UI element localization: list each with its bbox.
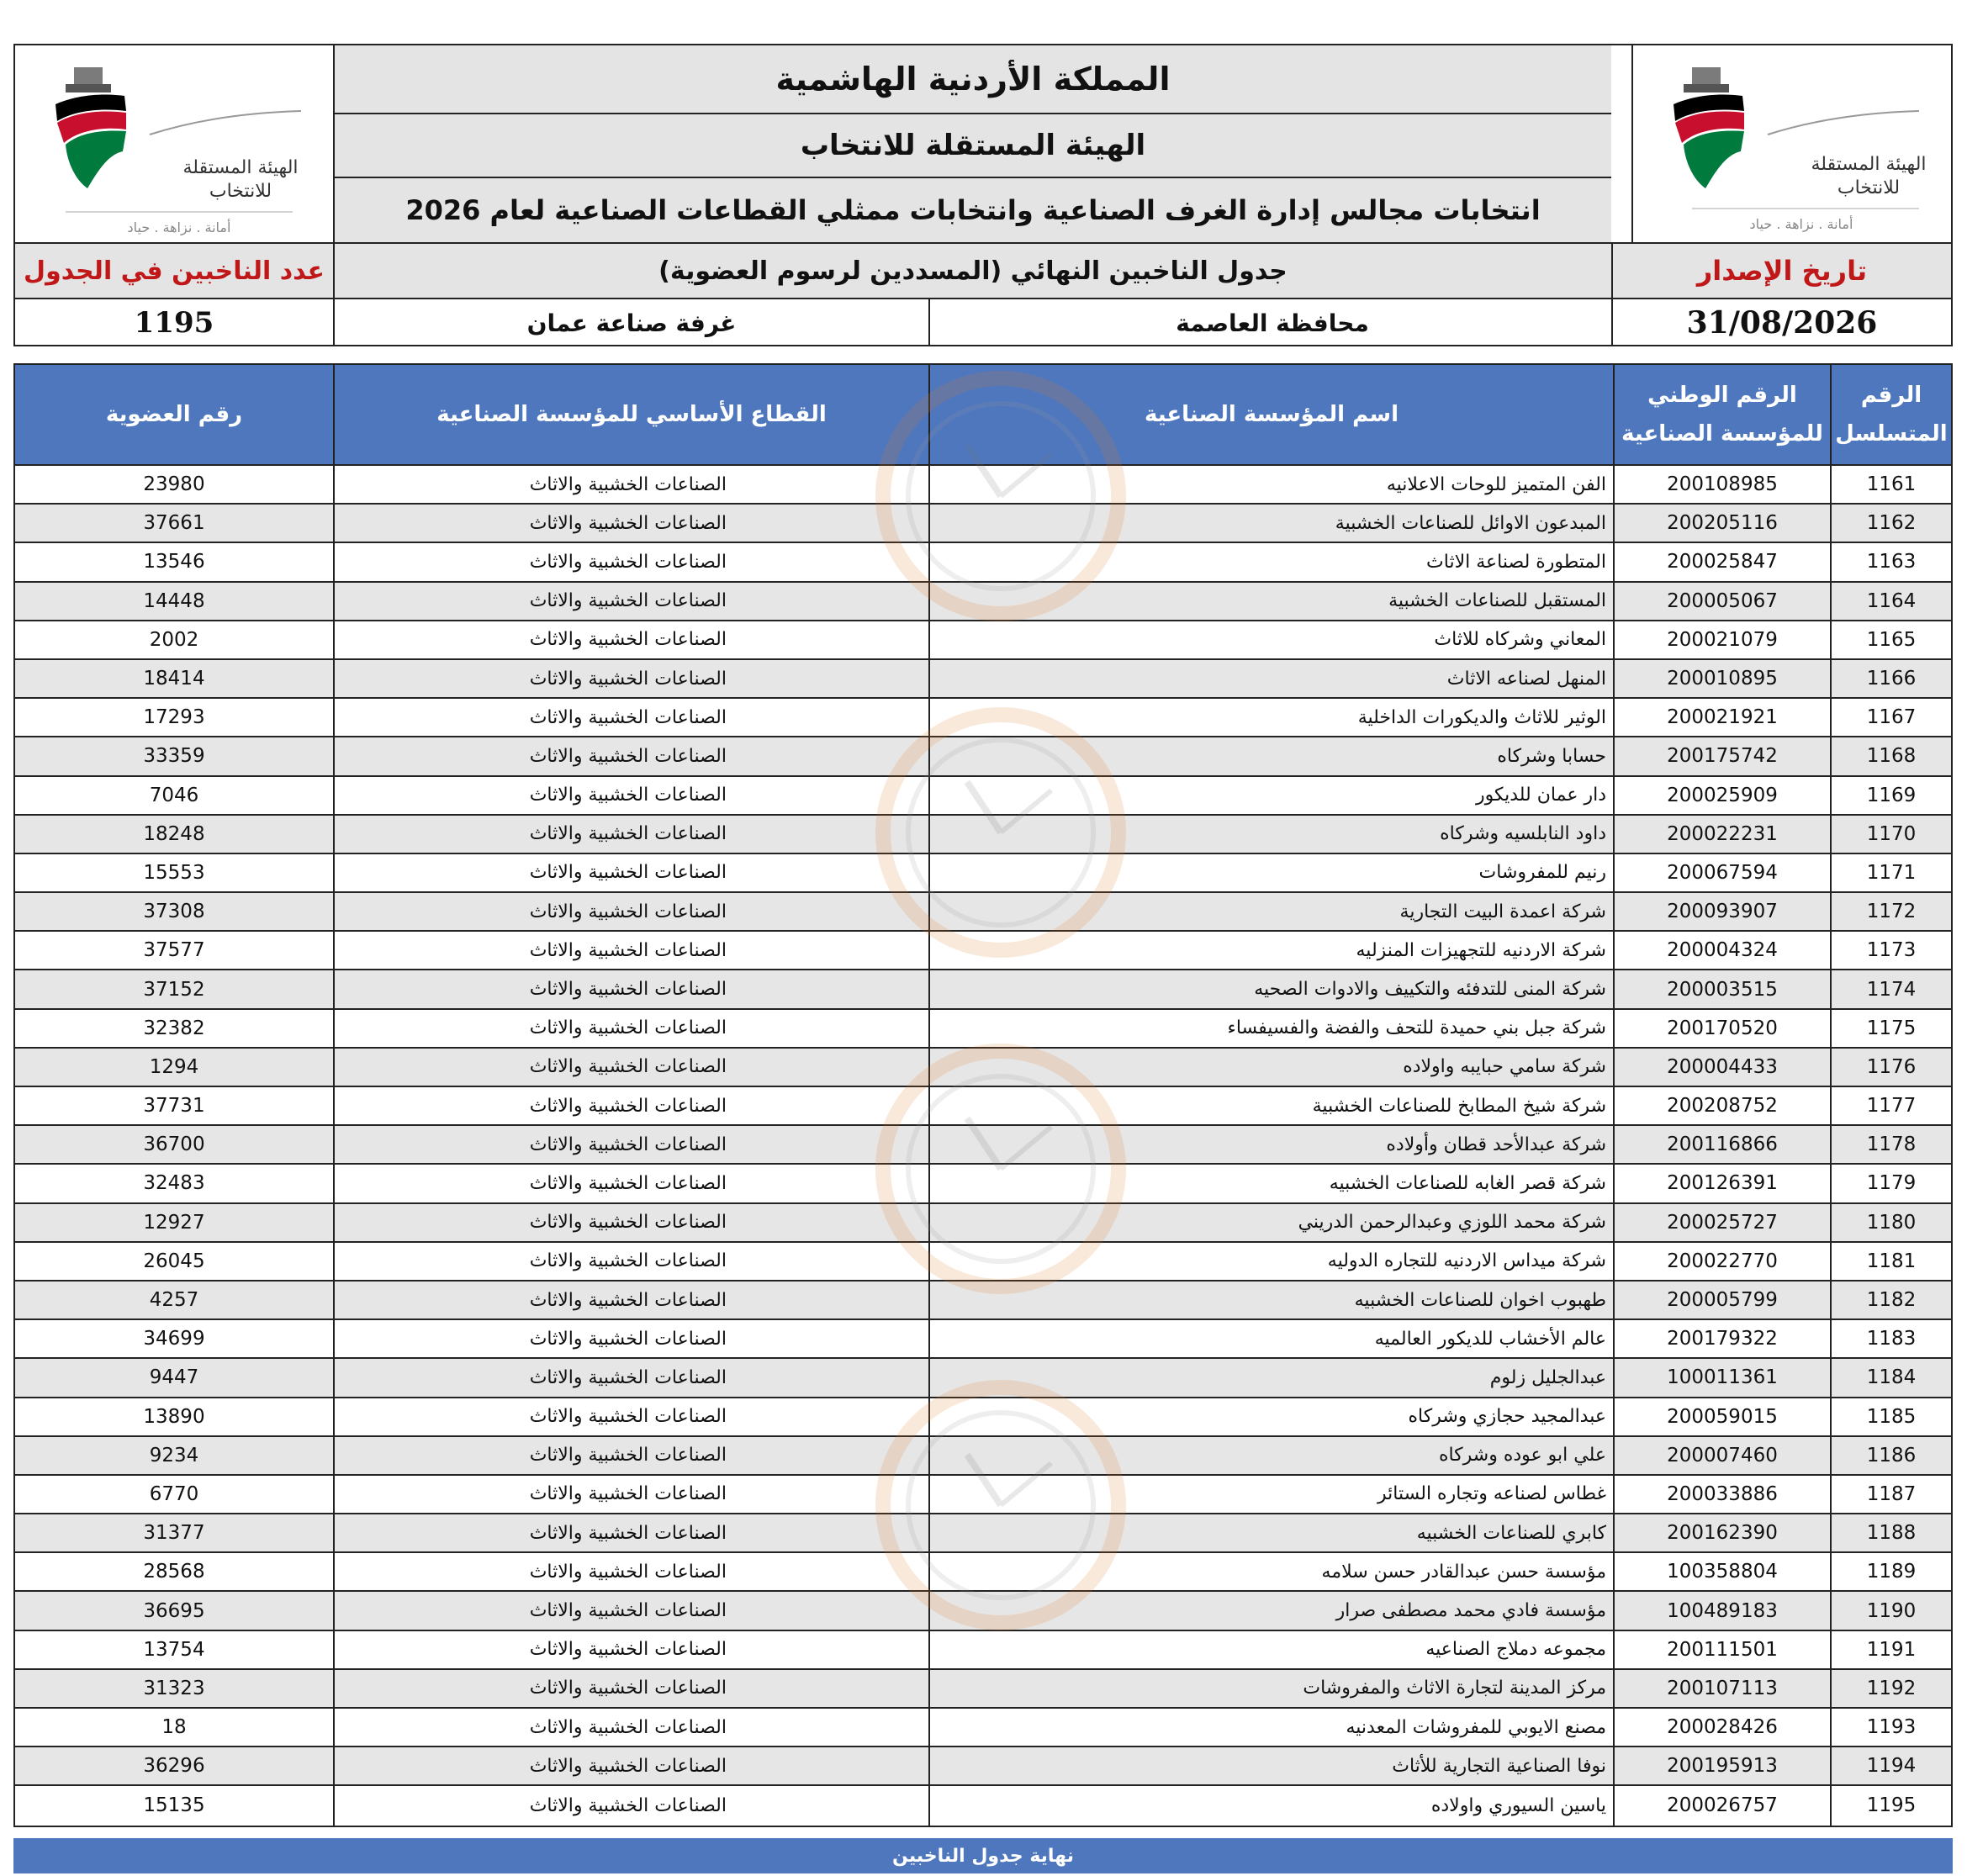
cell-membership: 4257 <box>15 1281 335 1318</box>
table-row <box>15 1010 1951 1049</box>
cell-sector: الصناعات الخشبية والاثاث <box>335 1437 930 1474</box>
cell-national: 200005067 <box>1615 583 1832 620</box>
cell-name: مركز المدينة لتجارة الاثاث والمفروشات <box>930 1670 1615 1707</box>
cell-seq: 1185 <box>1866 1405 1917 1428</box>
voters-count: 1195 <box>15 299 335 346</box>
cell-national: 200195913 <box>1615 1747 1832 1784</box>
cell-sector: الصناعات الخشبية والاثاث <box>335 1243 930 1280</box>
cell-national: 200007460 <box>1615 1437 1832 1474</box>
cell-name: شركة جبل بني حميدة للتحف والفضة والفسيفساء <box>930 1010 1615 1047</box>
cell-sector: الصناعات الخشبية والاثاث <box>335 1359 930 1396</box>
table-row <box>15 1670 1951 1709</box>
cell-sector: الصناعات الخشبية والاثاث <box>335 777 930 814</box>
cell-seq: 1162 <box>1866 512 1917 535</box>
cell-seq: 1168 <box>1866 745 1917 768</box>
cell-national: 200025727 <box>1615 1204 1832 1241</box>
cell-seq: 1166 <box>1866 668 1917 690</box>
col-header-seq-line2: المتسلسل <box>1835 421 1948 447</box>
cell-seq: 1173 <box>1866 939 1917 962</box>
cell-sector: الصناعات الخشبية والاثاث <box>335 1553 930 1590</box>
cell-membership: 33359 <box>15 737 335 774</box>
cell-membership: 2002 <box>15 621 335 658</box>
cell-name: داود النابلسيه وشركاه <box>930 816 1615 853</box>
cell-name: المنهل لصناعه الاثاث <box>930 660 1615 697</box>
cell-sector: الصناعات الخشبية والاثاث <box>335 1786 930 1825</box>
cell-name: مؤسسة حسن عبدالقادر حسن سلامه <box>930 1553 1615 1590</box>
cell-membership: 36296 <box>15 1747 335 1784</box>
table-body <box>15 466 1951 1826</box>
cell-sector: الصناعات الخشبية والاثاث <box>335 1126 930 1163</box>
cell-sector: الصناعات الخشبية والاثاث <box>335 621 930 658</box>
cell-membership: 36700 <box>15 1126 335 1163</box>
cell-name: عالم الأخشاب للديكور العالميه <box>930 1320 1615 1357</box>
cell-seq: 1171 <box>1866 861 1917 884</box>
cell-name: عبدالمجيد حجازي وشركاه <box>930 1398 1615 1435</box>
cell-membership: 17293 <box>15 699 335 736</box>
logo-name-line1: الهيئة المستقلة <box>1811 154 1927 175</box>
cell-name: الفن المتميز للوحات الاعلانيه <box>930 466 1615 503</box>
cell-name: المبدعون الاوائل للصناعات الخشبية <box>930 505 1615 542</box>
cell-national: 200004433 <box>1615 1049 1832 1086</box>
cell-seq: 1188 <box>1866 1522 1917 1545</box>
cell-membership: 9234 <box>15 1437 335 1474</box>
logo-name-line2: للانتخاب <box>1837 177 1901 198</box>
cell-membership: 32382 <box>15 1010 335 1047</box>
cell-membership: 18414 <box>15 660 335 697</box>
cell-membership: 9447 <box>15 1359 335 1396</box>
cell-national: 200004324 <box>1615 932 1832 969</box>
cell-name: نوفا الصناعية التجارية للأثاث <box>930 1747 1615 1784</box>
cell-sector: الصناعات الخشبية والاثاث <box>335 854 930 891</box>
cell-name: غطاس لصناعه وتجاره الستائر <box>930 1476 1615 1513</box>
cell-national: 200111501 <box>1615 1631 1832 1668</box>
col-header-national-line2: للمؤسسة الصناعية <box>1621 421 1823 447</box>
cell-membership: 32483 <box>15 1165 335 1202</box>
cell-national: 200208752 <box>1615 1087 1832 1124</box>
logo-right <box>1631 45 1951 242</box>
cell-sector: الصناعات الخشبية والاثاث <box>335 1709 930 1746</box>
table-row <box>15 466 1951 505</box>
cell-national: 200010895 <box>1615 660 1832 697</box>
cell-sector: الصناعات الخشبية والاثاث <box>335 505 930 542</box>
table-row <box>15 1049 1951 1087</box>
cell-name: مؤسسة فادي محمد مصطفى صرار <box>930 1592 1615 1629</box>
cell-seq: 1170 <box>1866 822 1917 845</box>
governorate-name: محافظة العاصمة <box>1176 309 1369 337</box>
cell-seq: 1179 <box>1866 1172 1917 1195</box>
voters-count-label: عدد الناخبين في الجدول <box>15 244 335 298</box>
cell-name: دار عمان للديكور <box>930 777 1615 814</box>
cell-national: 200033886 <box>1615 1476 1832 1513</box>
cell-seq: 1189 <box>1866 1561 1917 1583</box>
cell-membership: 1294 <box>15 1049 335 1086</box>
cell-membership: 13890 <box>15 1398 335 1435</box>
table-row <box>15 1165 1951 1203</box>
cell-sector: الصناعات الخشبية والاثاث <box>335 1165 930 1202</box>
cell-sector: الصناعات الخشبية والاثاث <box>335 1631 930 1668</box>
cell-sector: الصناعات الخشبية والاثاث <box>335 543 930 580</box>
cell-sector: الصناعات الخشبية والاثاث <box>335 1320 930 1357</box>
cell-sector: الصناعات الخشبية والاثاث <box>335 1747 930 1784</box>
cell-membership: 15135 <box>15 1786 335 1825</box>
cell-sector: الصناعات الخشبية والاثاث <box>335 1049 930 1086</box>
cell-national: 200021079 <box>1615 621 1832 658</box>
table-row <box>15 1631 1951 1670</box>
cell-name: الوثير للاثاث والديكورات الداخلية <box>930 699 1615 736</box>
cell-national: 200022231 <box>1615 816 1832 853</box>
cell-seq: 1176 <box>1866 1055 1917 1078</box>
cell-name: شركة سامي حبايبه واولاده <box>930 1049 1615 1086</box>
col-header-national-line1: الرقم الوطني <box>1647 383 1797 408</box>
table-row <box>15 893 1951 932</box>
cell-sector: الصناعات الخشبية والاثاث <box>335 737 930 774</box>
table-row <box>15 816 1951 854</box>
table-row <box>15 1204 1951 1243</box>
cell-name: مجموعه دملاج الصناعيه <box>930 1631 1615 1668</box>
cell-sector: الصناعات الخشبية والاثاث <box>335 1281 930 1318</box>
cell-membership: 31323 <box>15 1670 335 1707</box>
cell-national: 200116866 <box>1615 1126 1832 1163</box>
cell-name: علي ابو عوده وشركاه <box>930 1437 1615 1474</box>
cell-national: 200179322 <box>1615 1320 1832 1357</box>
cell-name: مصنع الايوبي للمفروشات المعدنيه <box>930 1709 1615 1746</box>
logo-name-line2: للانتخاب <box>209 181 272 202</box>
table-row <box>15 1747 1951 1786</box>
cell-sector: الصناعات الخشبية والاثاث <box>335 932 930 969</box>
table-row <box>15 1126 1951 1165</box>
cell-name: شركة قصر الغابه للصناعات الخشبيه <box>930 1165 1615 1202</box>
cell-sector: الصناعات الخشبية والاثاث <box>335 970 930 1007</box>
cell-name: شركة اعمدة البيت التجارية <box>930 893 1615 930</box>
cell-name: رنيم للمفروشات <box>930 854 1615 891</box>
table-row <box>15 699 1951 737</box>
cell-seq: 1180 <box>1866 1211 1917 1234</box>
table-row <box>15 854 1951 893</box>
logo-left <box>15 45 335 242</box>
table-row <box>15 1476 1951 1514</box>
cell-national: 200107113 <box>1615 1670 1832 1707</box>
cell-name: شركة المنى للتدفئه والتكييف والادوات الصحيه <box>930 970 1615 1007</box>
table-row <box>15 583 1951 621</box>
table-row <box>15 737 1951 776</box>
table-row <box>15 505 1951 543</box>
col-header-membership: رقم العضوية <box>15 365 335 464</box>
commission-title: الهيئة المستقلة للانتخاب <box>335 114 1611 178</box>
cell-seq: 1177 <box>1866 1095 1917 1118</box>
cell-membership: 31377 <box>15 1514 335 1551</box>
table-row <box>15 1709 1951 1747</box>
issue-date: 31/08/2026 <box>1611 299 1951 346</box>
issue-date-label: تاريخ الإصدار <box>1611 244 1951 298</box>
table-footer: نهاية جدول الناخبين <box>13 1838 1953 1873</box>
cell-seq: 1172 <box>1866 901 1917 923</box>
table-row <box>15 777 1951 816</box>
cell-sector: الصناعات الخشبية والاثاث <box>335 1398 930 1435</box>
table-row <box>15 621 1951 660</box>
cell-national: 200126391 <box>1615 1165 1832 1202</box>
cell-membership: 13546 <box>15 543 335 580</box>
logo-motto: أمانة . نزاهة . حياد <box>1749 216 1853 232</box>
cell-national: 200005799 <box>1615 1281 1832 1318</box>
cell-seq: 1192 <box>1866 1677 1917 1699</box>
cell-name: شركة شيخ المطابخ للصناعات الخشبية <box>930 1087 1615 1124</box>
cell-seq: 1181 <box>1866 1250 1917 1272</box>
cell-sector: الصناعات الخشبية والاثاث <box>335 893 930 930</box>
cell-membership: 14448 <box>15 583 335 620</box>
cell-seq: 1194 <box>1866 1755 1917 1778</box>
cell-membership: 28568 <box>15 1553 335 1590</box>
cell-membership: 13754 <box>15 1631 335 1668</box>
cell-name: حسابا وشركاه <box>930 737 1615 774</box>
cell-sector: الصناعات الخشبية والاثاث <box>335 1592 930 1629</box>
cell-name: شركة عبدالأحد قطان وأولاده <box>930 1126 1615 1163</box>
kingdom-title: المملكة الأردنية الهاشمية <box>335 45 1611 114</box>
cell-name: طهبوب اخوان للصناعات الخشبيه <box>930 1281 1615 1318</box>
table-row <box>15 1320 1951 1359</box>
table-row <box>15 543 1951 582</box>
cell-seq: 1163 <box>1866 551 1917 573</box>
cell-membership: 37577 <box>15 932 335 969</box>
logo-name-line1: الهيئة المستقلة <box>182 157 299 178</box>
cell-national: 200205116 <box>1615 505 1832 542</box>
cell-membership: 26045 <box>15 1243 335 1280</box>
cell-national: 100358804 <box>1615 1553 1832 1590</box>
cell-seq: 1195 <box>1866 1794 1917 1817</box>
cell-seq: 1169 <box>1866 784 1917 806</box>
cell-seq: 1164 <box>1866 589 1917 612</box>
cell-membership: 23980 <box>15 466 335 503</box>
cell-name: ياسين السيوري واولاده <box>930 1786 1615 1825</box>
cell-seq: 1165 <box>1866 628 1917 651</box>
cell-seq: 1183 <box>1866 1328 1917 1350</box>
cell-seq: 1182 <box>1866 1289 1917 1312</box>
cell-sector: الصناعات الخشبية والاثاث <box>335 1514 930 1551</box>
cell-national: 200025847 <box>1615 543 1832 580</box>
table-row <box>15 932 1951 970</box>
cell-sector: الصناعات الخشبية والاثاث <box>335 1010 930 1047</box>
cell-national: 200162390 <box>1615 1514 1832 1551</box>
cell-membership: 6770 <box>15 1476 335 1513</box>
cell-membership: 34699 <box>15 1320 335 1357</box>
col-header-seq-line1: الرقم <box>1860 383 1922 408</box>
voters-table <box>13 363 1953 1827</box>
commission-logo-icon <box>1633 45 1967 240</box>
table-row <box>15 1398 1951 1437</box>
election-title: انتخابات مجالس إدارة الغرف الصناعية وانتخابات ممثلي القطاعات الصناعية لعام 2026 <box>335 178 1611 242</box>
cell-seq: 1167 <box>1866 706 1917 729</box>
cell-national: 100011361 <box>1615 1359 1832 1396</box>
col-header-name: اسم المؤسسة الصناعية <box>930 365 1615 464</box>
cell-seq: 1190 <box>1866 1599 1917 1622</box>
cell-seq: 1174 <box>1866 978 1917 1001</box>
cell-sector: الصناعات الخشبية والاثاث <box>335 816 930 853</box>
cell-name: عبدالجليل زلوم <box>930 1359 1615 1396</box>
cell-sector: الصناعات الخشبية والاثاث <box>335 583 930 620</box>
cell-national: 100489183 <box>1615 1592 1832 1629</box>
logo-motto: أمانة . نزاهة . حياد <box>127 219 231 235</box>
cell-name: كابري للصناعات الخشبيه <box>930 1514 1615 1551</box>
cell-national: 200093907 <box>1615 893 1832 930</box>
table-row <box>15 1514 1951 1553</box>
cell-membership: 18 <box>15 1709 335 1746</box>
cell-name: شركة الاردنيه للتجهيزات المنزليه <box>930 932 1615 969</box>
cell-membership: 37661 <box>15 505 335 542</box>
table-header <box>15 365 1951 466</box>
cell-seq: 1175 <box>1866 1017 1917 1039</box>
cell-seq: 1191 <box>1866 1638 1917 1661</box>
table-row <box>15 1786 1951 1825</box>
cell-membership: 37731 <box>15 1087 335 1124</box>
cell-national: 200108985 <box>1615 466 1832 503</box>
cell-membership: 12927 <box>15 1204 335 1241</box>
cell-national: 200025909 <box>1615 777 1832 814</box>
cell-sector: الصناعات الخشبية والاثاث <box>335 660 930 697</box>
cell-national: 200003515 <box>1615 970 1832 1007</box>
cell-name: المتطورة لصناعة الاثاث <box>930 543 1615 580</box>
cell-sector: الصناعات الخشبية والاثاث <box>335 1204 930 1241</box>
table-title: جدول الناخبين النهائي (المسددين لرسوم العضوية) <box>335 244 1611 298</box>
table-row <box>15 1359 1951 1398</box>
cell-name: شركة محمد اللوزي وعبدالرحمن الدريني <box>930 1204 1615 1241</box>
cell-national: 200175742 <box>1615 737 1832 774</box>
cell-national: 200021921 <box>1615 699 1832 736</box>
cell-membership: 36695 <box>15 1592 335 1629</box>
table-row <box>15 1553 1951 1592</box>
table-row <box>15 1243 1951 1281</box>
table-row <box>15 1437 1951 1476</box>
document-header <box>13 44 1953 346</box>
cell-sector: الصناعات الخشبية والاثاث <box>335 1087 930 1124</box>
cell-membership: 18248 <box>15 816 335 853</box>
cell-national: 200067594 <box>1615 854 1832 891</box>
cell-membership: 7046 <box>15 777 335 814</box>
cell-sector: الصناعات الخشبية والاثاث <box>335 1670 930 1707</box>
cell-sector: الصناعات الخشبية والاثاث <box>335 466 930 503</box>
cell-membership: 37152 <box>15 970 335 1007</box>
cell-name: شركة ميداس الاردنيه للتجاره الدوليه <box>930 1243 1615 1280</box>
cell-seq: 1184 <box>1866 1366 1917 1389</box>
cell-national: 200028426 <box>1615 1709 1832 1746</box>
cell-national: 200170520 <box>1615 1010 1832 1047</box>
cell-national: 200022770 <box>1615 1243 1832 1280</box>
table-row <box>15 660 1951 699</box>
chamber-name: غرفة صناعة عمان <box>335 299 930 346</box>
table-row <box>15 1087 1951 1126</box>
cell-seq: 1186 <box>1866 1444 1917 1466</box>
cell-name: المستقبل للصناعات الخشبية <box>930 583 1615 620</box>
col-header-seq <box>1832 365 1951 464</box>
cell-sector: الصناعات الخشبية والاثاث <box>335 1476 930 1513</box>
cell-national: 200026757 <box>1615 1786 1832 1825</box>
cell-seq: 1178 <box>1866 1134 1917 1156</box>
header-row-values <box>15 299 1951 346</box>
col-header-sector: القطاع الأساسي للمؤسسة الصناعية <box>335 365 930 464</box>
cell-membership: 15553 <box>15 854 335 891</box>
col-header-national <box>1615 365 1832 464</box>
cell-national: 200059015 <box>1615 1398 1832 1435</box>
commission-logo-icon <box>15 45 331 240</box>
cell-seq: 1161 <box>1866 473 1917 496</box>
table-row <box>15 1281 1951 1320</box>
table-row <box>15 1592 1951 1630</box>
cell-sector: الصناعات الخشبية والاثاث <box>335 699 930 736</box>
cell-name: المعاني وشركاه للاثاث <box>930 621 1615 658</box>
cell-seq: 1193 <box>1866 1716 1917 1739</box>
cell-membership: 37308 <box>15 893 335 930</box>
header-row-labels <box>15 242 1951 299</box>
title-area <box>335 45 1611 242</box>
table-row <box>15 970 1951 1009</box>
cell-seq: 1187 <box>1866 1482 1917 1505</box>
